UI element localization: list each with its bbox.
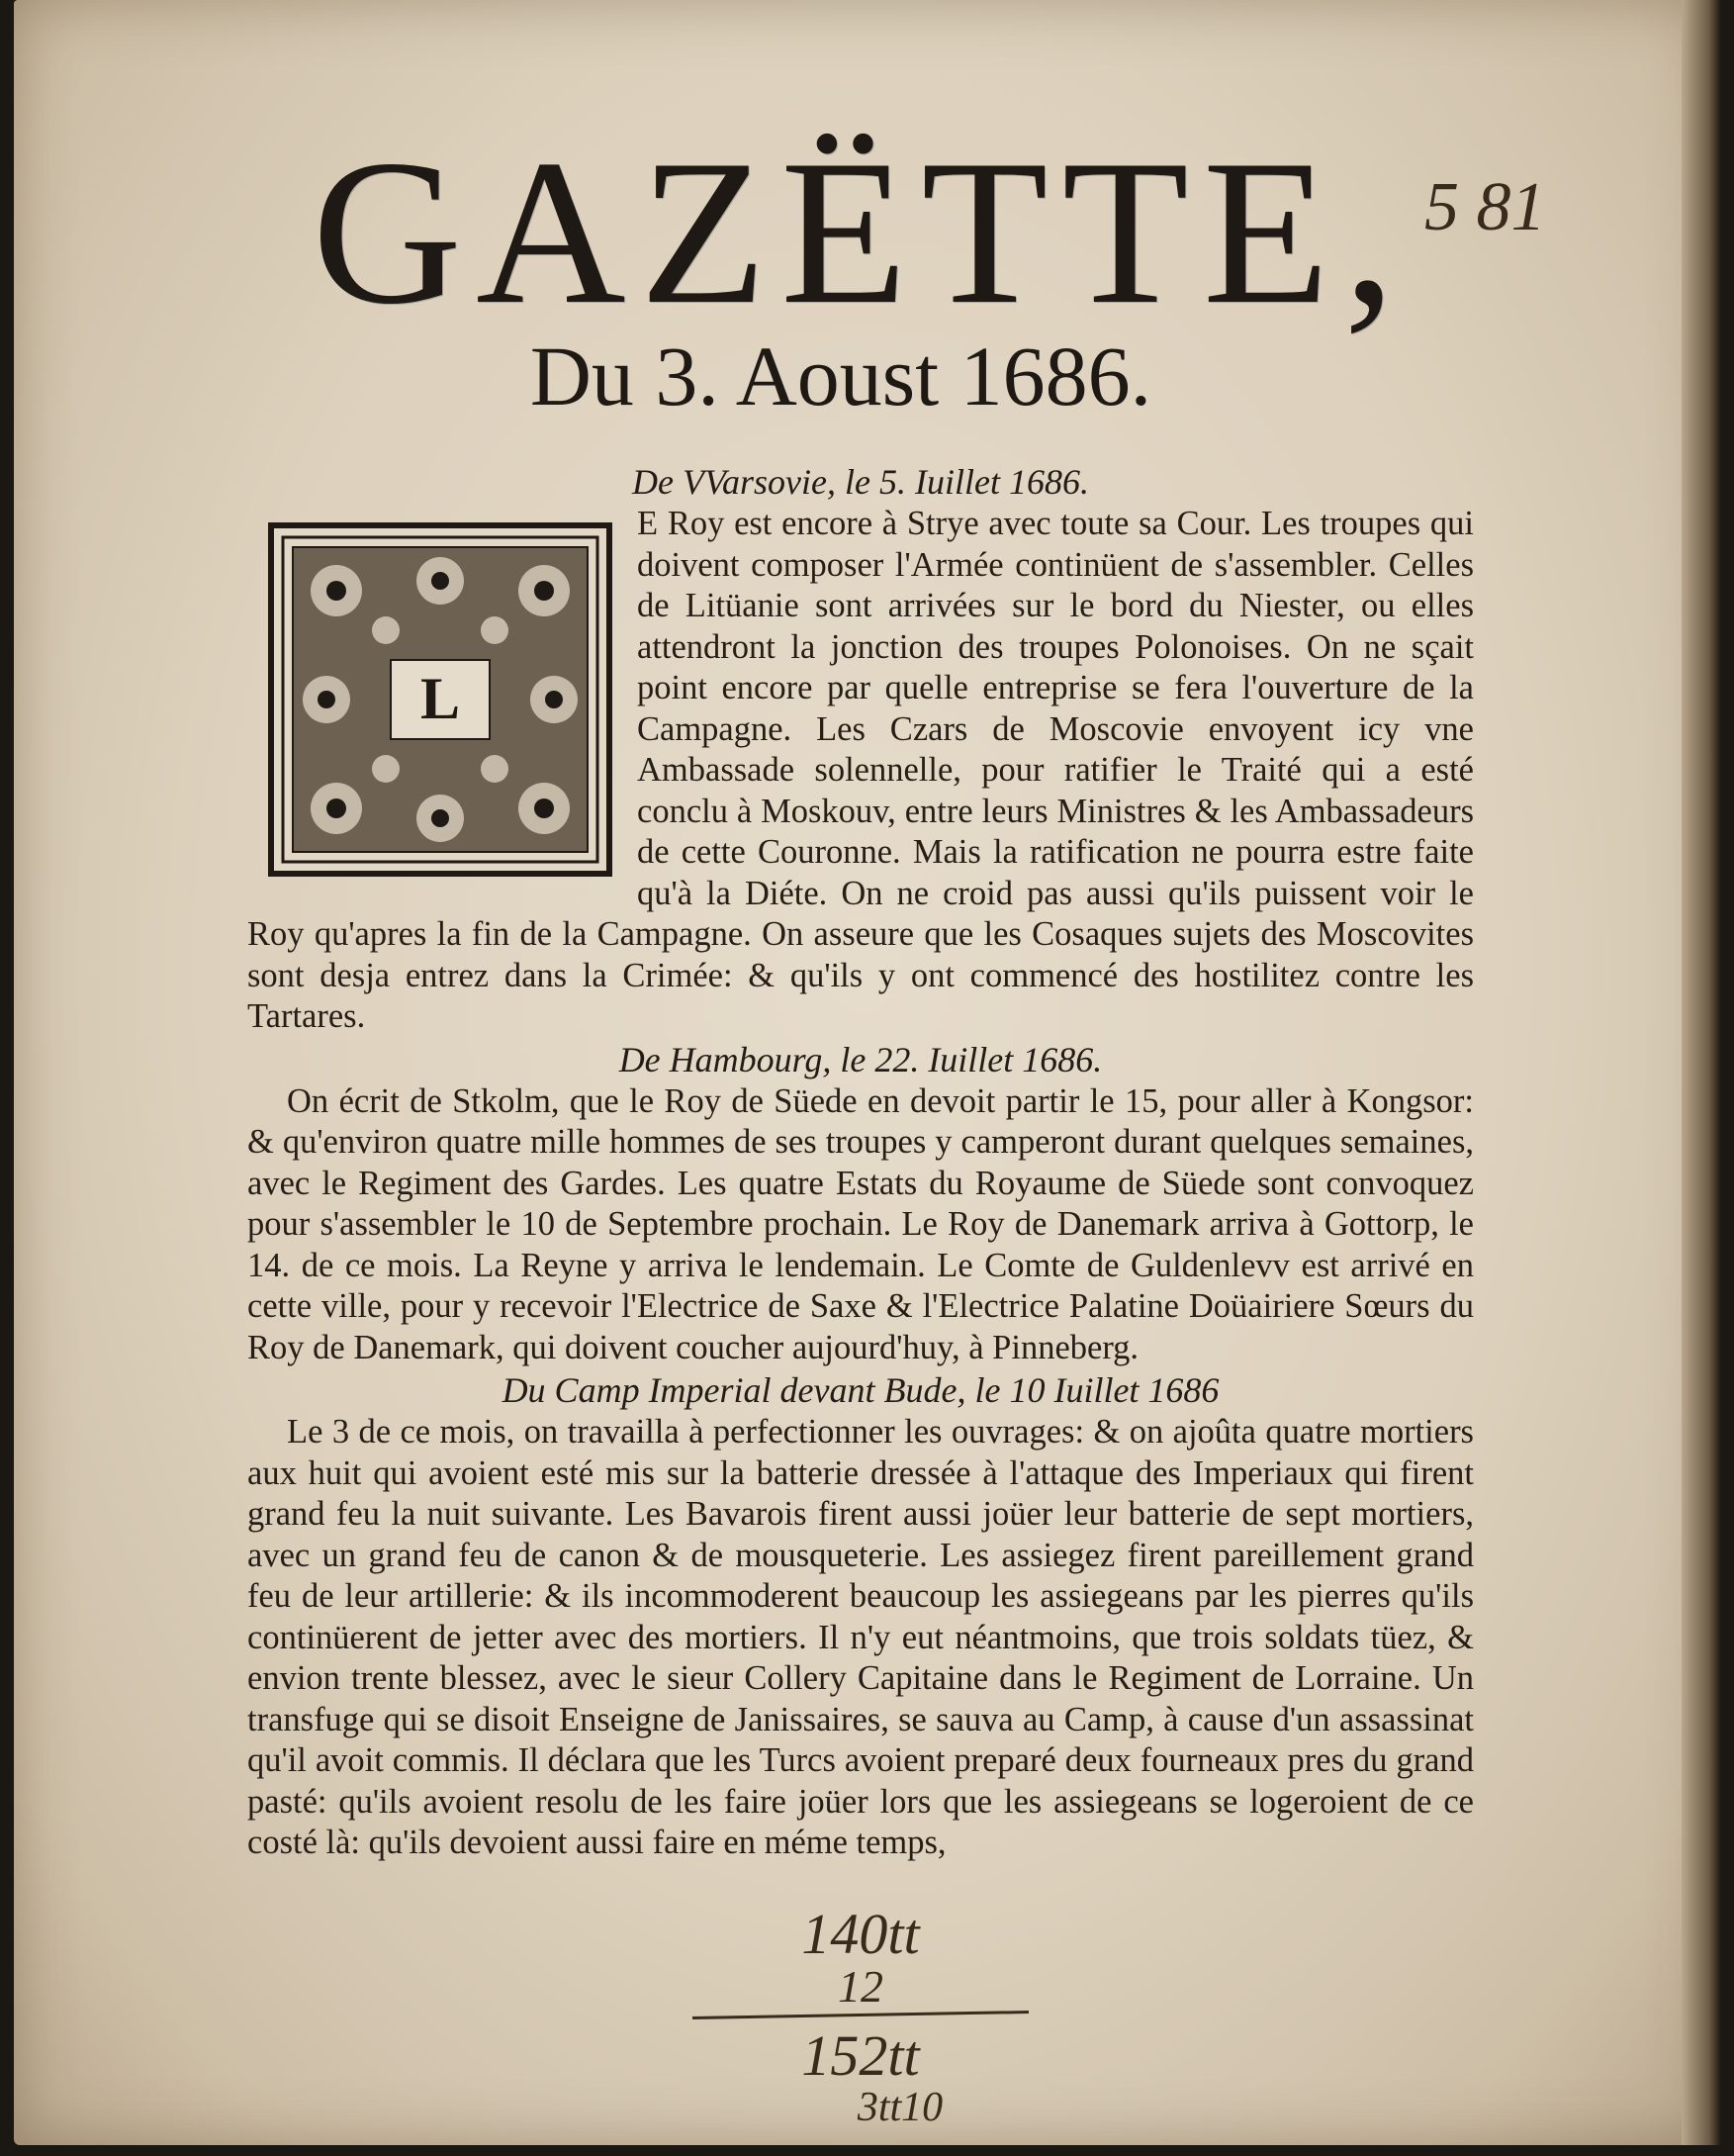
dateline-buda: Du Camp Imperial devant Bude, le 10 Iuillet 1686 <box>502 1370 1220 1410</box>
paragraph-warsaw: E Roy est encore à Strye avec toute sa Cour. Les troupes qui doivent composer l'Armée continüent de s'assembler. Celles de Litüanie sont arrivées sur le bord du Niester, ou elles attendront la jonction des troupes Polonoises. On ne sçait point encore par quelle entreprise se fera l'ouverture de la Campagne. Les Czars de Moscovie envoyent icy vne Ambassade solennelle, pour ratifier le Traité qui a esté conclu à Moskouv, entre leurs Ministres & les Ambassadeurs de cette Couronne. Mais la ratification ne pourra estre faite qu'à la Diéte. On ne croid pas aussi qu'ils puissent voir le Roy qu'apres la fin de la Campagne. On asseure que les Cosaques sujets des Moscovites sont desja entrez dans la Crimée: & qu'ils y ont commencé des hostilitez contre les Tartares. <box>247 505 1474 1035</box>
ledger-line: 152tt <box>801 2023 920 2088</box>
dateline-warsaw: De VVarsovie, le 5. Iuillet 1686. <box>632 462 1089 502</box>
ledger-line: 12 <box>838 1961 883 2012</box>
article-body <box>247 460 1474 1864</box>
ledger-rule <box>692 2011 1029 2019</box>
handwritten-annotation-top: 5 81 <box>1424 169 1546 245</box>
ledger-line: 140tt <box>801 1902 920 1966</box>
page-edge-shadow <box>1682 0 1721 2145</box>
paragraph-hamburg: On écrit de Stkolm, que le Roy de Süede en devoit partir le 15, pour aller à Kongsor: & qu'environ quatre mille hommes de ses troupes y camperont durant quelques semaines, avec le Regiment des Gardes. Les quatre Estats du Royaume de Süede sont convoquez pour s'assembler le 10 de Septembre prochain. Le Roy de Danemark arriva à Gottorp, le 14. de ce mois. La Reyne y arriva le lendemain. Le Comte de Guldenlevv est arrivé en cette ville, pour y recevoir l'Electrice de Saxe & l'Electrice Palatine Doüairiere Sœurs du Roy de Danemark, qui doivent coucher aujourd'huy, à Pinneberg. <box>247 1081 1474 1366</box>
dateline-hamburg: De Hambourg, le 22. Iuillet 1686. <box>618 1039 1103 1079</box>
handwritten-ledger <box>692 1902 1029 2130</box>
ledger-line: 3tt10 <box>857 2085 944 2130</box>
masthead-date: Du 3. Aoust 1686. <box>529 328 1152 423</box>
paragraph-buda: Le 3 de ce mois, on travailla à perfectionner les ouvrages: & on ajoûta quatre mortiers aux huit qui avoient esté mis sur la batterie dressée à l'attaque des Imperiaux qui firent grand feu la nuit suivante. Les Bavarois firent aussi joüer leur batterie de sept mortiers, avec un grand feu de canon & de mousqueterie. Les assiegez firent pareillement grand feu de leur artillerie: & ils incommoderent beaucoup les assiegeans par les pierres qu'ils continüerent de jetter avec des mortiers. Il n'y eut néantmoins, que trois soldats tüez, & envion trente blessez, avec le sieur Collery Capitaine dans le Regiment de Lorraine. Un transfuge qui se disoit Enseigne de Janissaires, se sauva au Camp, à cause d'un assassinat qu'il avoit commis. Il déclara que les Turcs avoient preparé deux fourneaux pres du grand pasté: qu'ils avoient resolu de les faire joüer lors que les assiegeans se logeroient de ce costé là: qu'ils devoient aussi faire en méme temps, <box>247 1413 1474 1861</box>
masthead-title: GAZËTTE, <box>312 118 1410 347</box>
ornamental-initial <box>267 521 613 878</box>
initial-letter: L <box>419 666 461 732</box>
